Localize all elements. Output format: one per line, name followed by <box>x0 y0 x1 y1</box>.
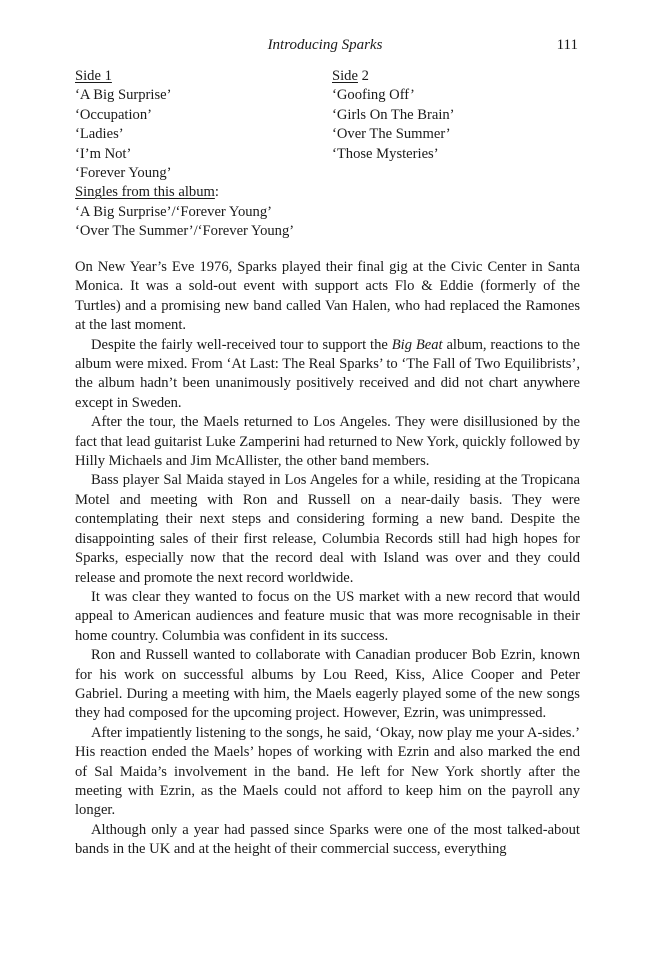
track-item: ‘Over The Summer’ <box>332 126 451 143</box>
paragraph: After the tour, the Maels returned to Los Angeles. They were disillusioned by the fact that lead guitarist Luke Zamperini had returned to New York, quickly followed by Hilly Michaels and Jim McAllister, the other band members. <box>75 414 580 470</box>
album-title: Big Beat <box>391 336 443 353</box>
track-item: ‘Those Mysteries’ <box>332 145 439 162</box>
track-item: ‘Ladies’ <box>75 126 124 143</box>
track-item: ‘Occupation’ <box>75 106 152 123</box>
side-2-heading-label: Side <box>332 68 358 84</box>
singles-heading-label: Singles from this album <box>75 184 215 201</box>
paragraph: Bass player Sal Maida stayed in Los Angeles for a while, residing at the Tropicana Motel and meeting with Ron and Russell on a near-daily basis. They were contemplating their next steps and considering forming a new band. Despite the disappointing sales of their first release, Columbia Records still had high hopes for Sparks, especially now that the record deal with Island was over and they could release and promote the next record worldwide. <box>75 472 580 586</box>
side-2-column <box>332 67 585 164</box>
track-item: ‘A Big Surprise’ <box>75 87 172 104</box>
track-item: ‘Forever Young’ <box>75 165 172 182</box>
single-item: ‘Over The Summer’/‘Forever Young’ <box>75 223 295 240</box>
side-2-heading <box>332 67 585 86</box>
paragraph: Although only a year had passed since Sparks were one of the most talked-about bands in the UK and at the height of their commercial success, everything <box>75 821 580 858</box>
side-1-heading: Side 1 <box>75 68 112 84</box>
side-1-column <box>75 67 325 242</box>
paragraph-text: Despite the fairly well-received tour to support the <box>91 336 392 353</box>
running-title: Introducing Sparks <box>267 37 383 53</box>
paragraph: Ron and Russell wanted to collaborate with Canadian producer Bob Ezrin, known for his work on successful albums by Lou Reed, Kiss, Alice Cooper and Peter Gabriel. During a meeting with him, the Maels eagerly played some of the new songs they had composed for the upcoming project. However, Ezrin, was unimpressed. <box>75 647 580 722</box>
track-item: ‘I’m Not’ <box>75 145 132 162</box>
paragraph: On New Year’s Eve 1976, Sparks played their final gig at the Civic Center in Santa Monica. It was a sold-out event with support acts Flo & Eddie (formerly of the Turtles) and a promising new band called Van Halen, who had replaced the Ramones at the last moment. <box>75 259 580 334</box>
side-2-heading-number: 2 <box>357 68 369 84</box>
paragraph <box>75 336 580 414</box>
singles-heading <box>75 183 325 202</box>
singles-heading-colon: : <box>214 184 219 201</box>
paragraph: After impatiently listening to the songs, he said, ‘Okay, now play me your A-sides.’ His reaction ended the Maels’ hopes of working with Ezrin and also marked the end of Sal Maida’s involvement in the band. He left for New York shortly after the meeting with Ezrin, as the Maels could not afford to keep him on the payroll any longer. <box>75 724 580 819</box>
paragraph-text: album, reactions to the album were mixed. From ‘At Last: The Real Sparks’ to ‘The Fall of Two Equilibrists’, the album hadn’t been unanimously positively received and did not chart anywhere except in Sweden. <box>75 336 580 411</box>
single-item: ‘A Big Surprise’/‘Forever Young’ <box>75 203 273 220</box>
running-header <box>0 34 650 56</box>
page-number: 111 <box>556 37 578 53</box>
body-text <box>75 258 580 860</box>
paragraph: It was clear they wanted to focus on the US market with a new record that would appeal to American audiences and feature music that was more recognisable in their home country. Columbia was confident in its success. <box>75 588 580 644</box>
track-item: ‘Girls On The Brain’ <box>332 106 455 123</box>
track-item: ‘Goofing Off’ <box>332 87 415 104</box>
